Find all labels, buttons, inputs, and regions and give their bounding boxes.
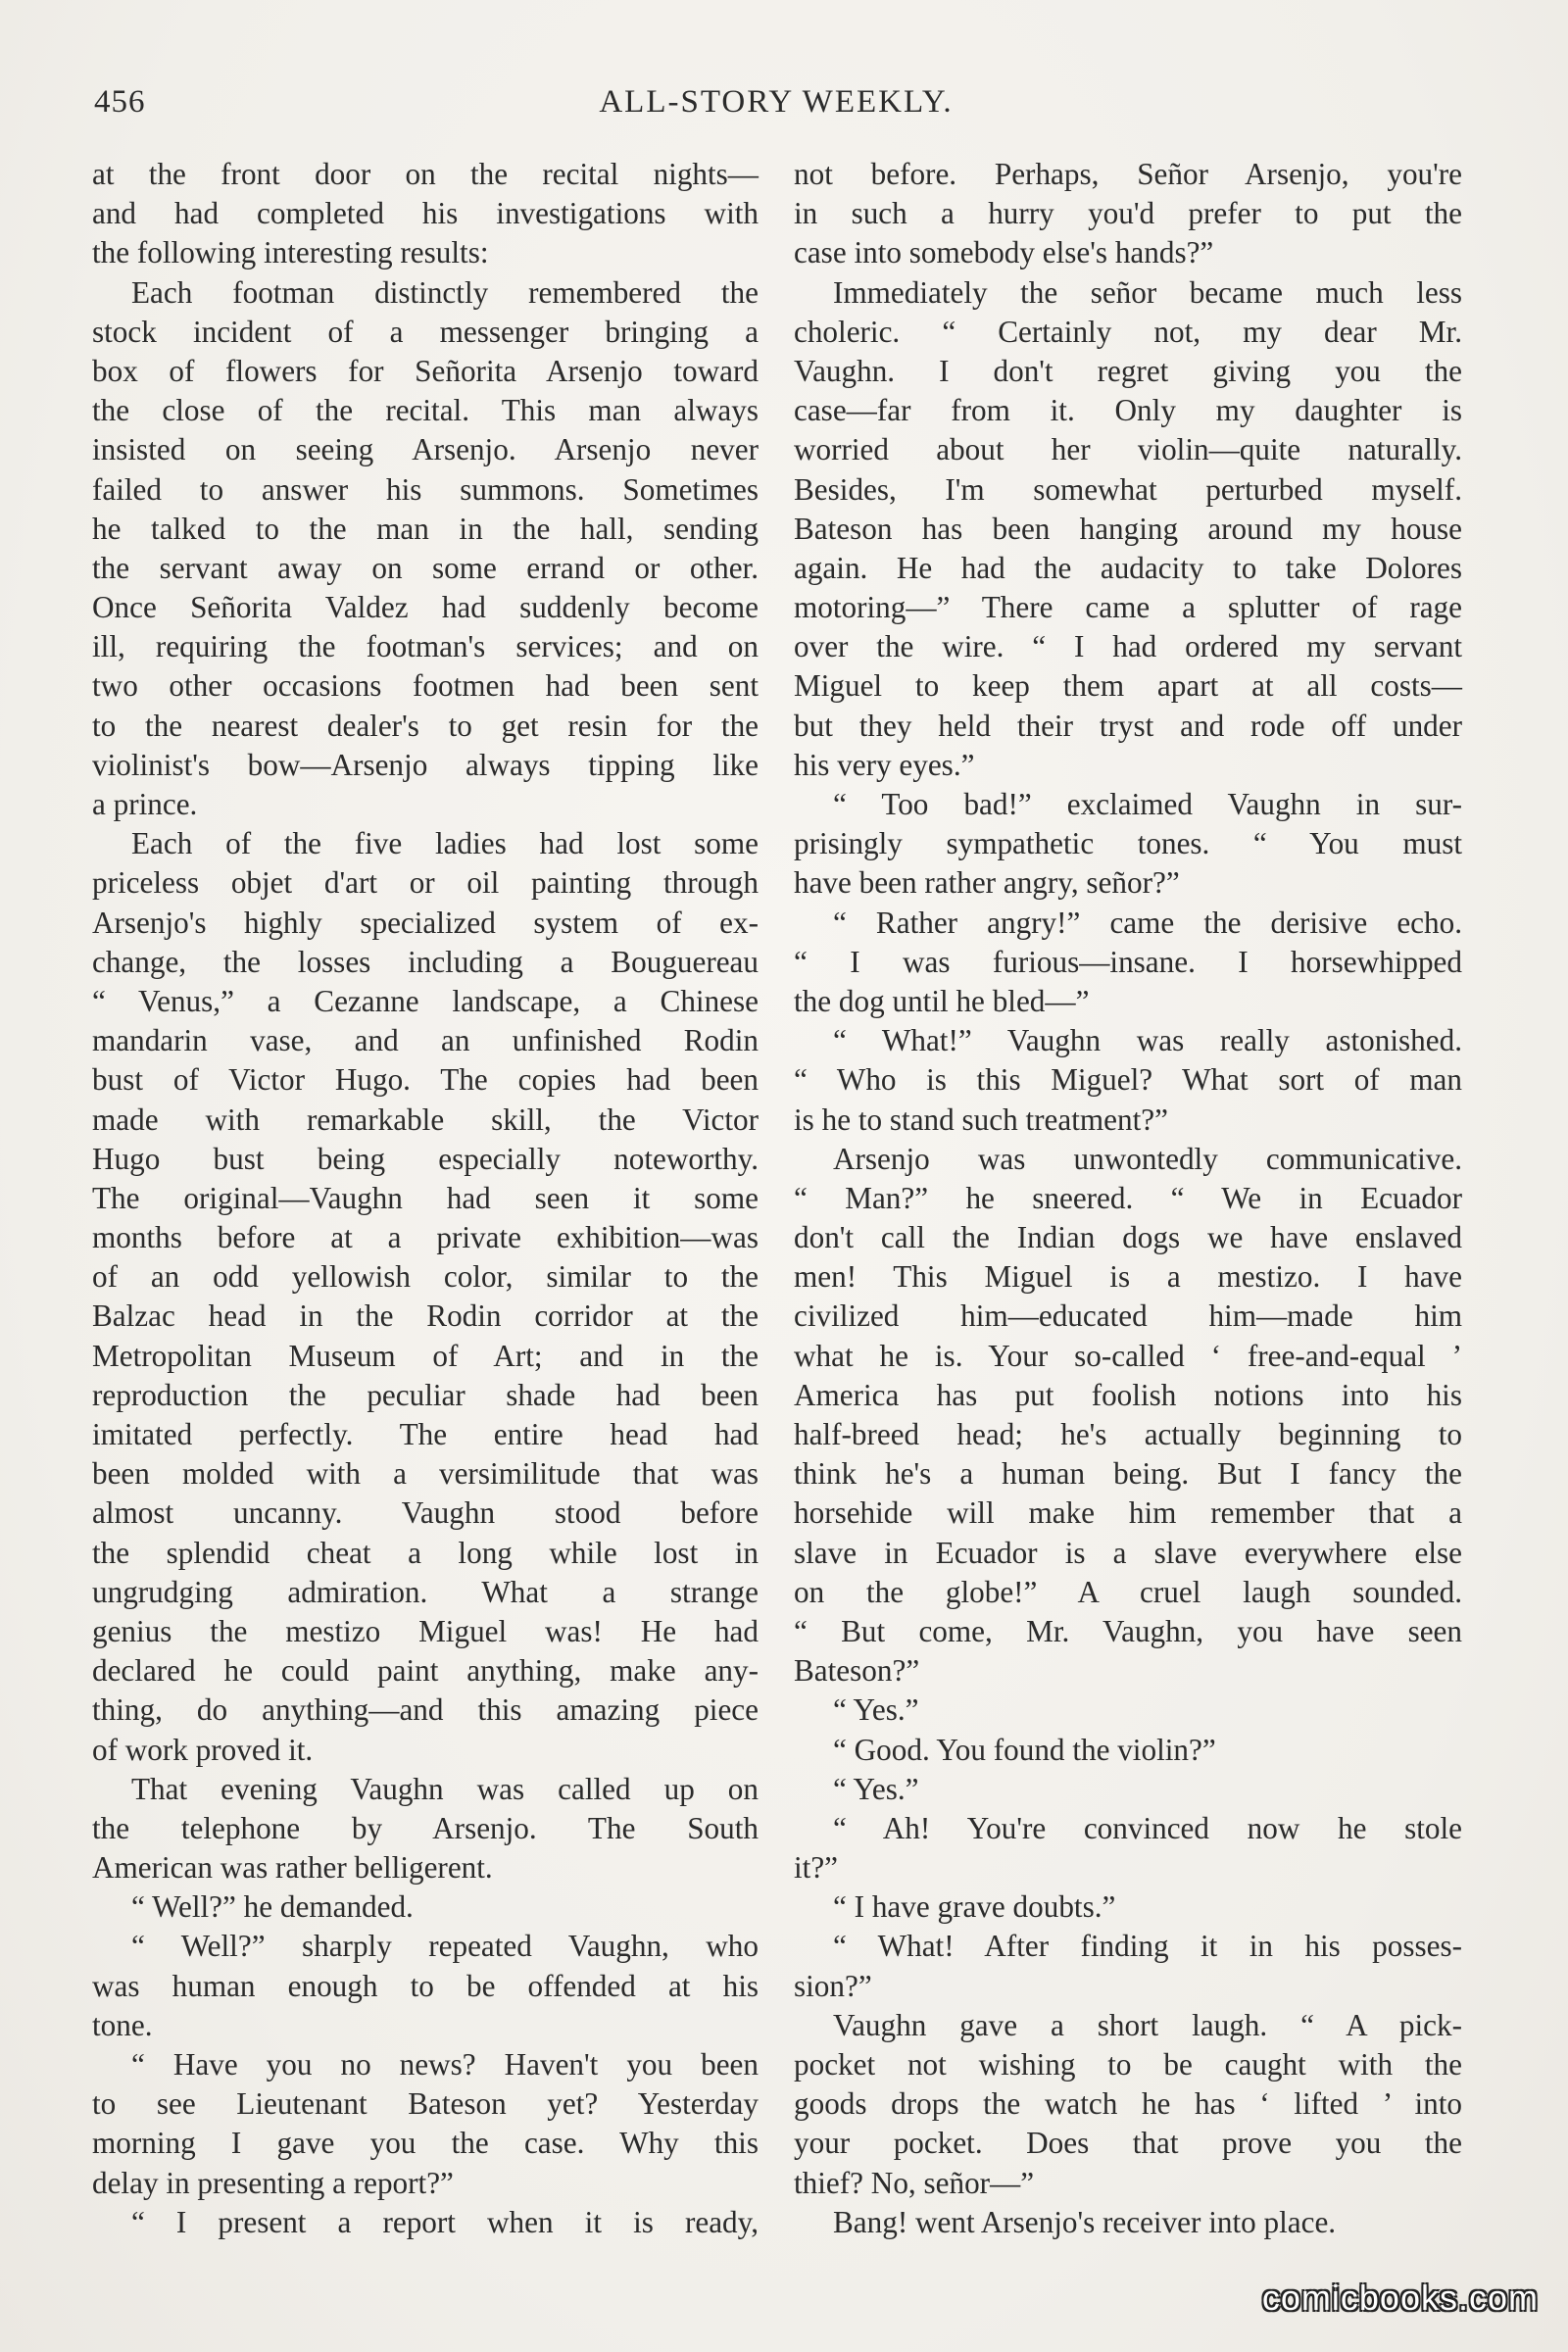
page-header bbox=[94, 84, 1458, 133]
text-line: it?” bbox=[794, 1850, 839, 1886]
text-line: “ Well?” he demanded. bbox=[131, 1889, 414, 1925]
text-line: America has put foolish notions into his bbox=[794, 1377, 1462, 1412]
text-line: the close of the recital. This man always bbox=[92, 393, 759, 428]
text-line: half-breed head; he's actually beginning to bbox=[794, 1417, 1462, 1451]
text-line: “ Have you no news? Haven't you been bbox=[131, 2047, 759, 2082]
text-line: the following interesting results: bbox=[92, 235, 489, 270]
text-line: almost uncanny. Vaughn stood before bbox=[92, 1495, 759, 1531]
text-line: box of flowers for Señorita Arsenjo toward bbox=[92, 353, 759, 388]
text-line: think he's a human being. But I fancy the bbox=[794, 1456, 1462, 1492]
text-line: “ I have grave doubts.” bbox=[833, 1889, 1116, 1925]
text-line: failed to answer his summons. Sometimes bbox=[92, 471, 759, 507]
text-line: “ What!” Vaughn was really astonished. bbox=[833, 1023, 1462, 1058]
text-line: tone. bbox=[92, 2007, 153, 2042]
text-line: prisingly sympathetic tones. “ You must bbox=[794, 826, 1462, 861]
text-line: priceless objet d'art or oil painting through bbox=[92, 865, 759, 901]
text-line: “ What! After finding it in his posses- bbox=[833, 1929, 1462, 1964]
text-line: months before at a private exhibition—was bbox=[92, 1220, 759, 1255]
left-column bbox=[92, 155, 759, 2242]
text-line: genius the mestizo Miguel was! He had bbox=[92, 1613, 759, 1648]
text-line: Arsenjo was unwontedly communicative. bbox=[833, 1141, 1462, 1176]
text-line: not before. Perhaps, Señor Arsenjo, you're bbox=[794, 157, 1462, 191]
right-column bbox=[794, 155, 1462, 2242]
text-line: delay in presenting a report?” bbox=[92, 2165, 454, 2200]
text-line: stock incident of a messenger bringing a bbox=[92, 314, 759, 349]
text-line: men! This Miguel is a mestizo. I have bbox=[794, 1259, 1462, 1295]
text-line: Metropolitan Museum of Art; and in the bbox=[92, 1338, 759, 1373]
text-line: American was rather belligerent. bbox=[92, 1850, 493, 1886]
text-line: goods drops the watch he has ‘ lifted ’ into bbox=[794, 2086, 1462, 2122]
text-line: “ Ah! You're convinced now he stole bbox=[833, 1810, 1462, 1845]
text-line: of work proved it. bbox=[92, 1732, 314, 1767]
text-line: the splendid cheat a long while lost in bbox=[92, 1535, 759, 1570]
text-line: bust of Victor Hugo. The copies had been bbox=[92, 1062, 759, 1098]
text-line: Vaughn. I don't regret giving you the bbox=[794, 353, 1462, 388]
text-line: Each footman distinctly remembered the bbox=[131, 274, 759, 310]
text-line: thing, do anything—and this amazing piece bbox=[92, 1692, 759, 1728]
text-line: “ Yes.” bbox=[833, 1692, 919, 1728]
text-line: Bateson?” bbox=[794, 1653, 920, 1689]
text-line: “ Well?” sharply repeated Vaughn, who bbox=[131, 1929, 759, 1964]
text-line: to see Lieutenant Bateson yet? Yesterday bbox=[92, 2086, 759, 2122]
text-line: imitated perfectly. The entire head had bbox=[92, 1417, 759, 1451]
text-line: “ Yes.” bbox=[833, 1771, 919, 1806]
text-line: of an odd yellowish color, similar to the bbox=[92, 1259, 759, 1295]
text-line: Miguel to keep them apart at all costs— bbox=[794, 668, 1462, 704]
text-line: “ But come, Mr. Vaughn, you have seen bbox=[794, 1613, 1462, 1648]
text-line: slave in Ecuador is a slave everywhere else bbox=[794, 1535, 1462, 1570]
text-line: declared he could paint anything, make any- bbox=[92, 1653, 759, 1689]
text-line: his very eyes.” bbox=[794, 747, 975, 782]
text-line: the servant away on some errand or other. bbox=[92, 550, 759, 585]
text-line: “ Venus,” a Cezanne landscape, a Chinese bbox=[92, 983, 759, 1018]
text-line: your pocket. Does that prove you the bbox=[794, 2126, 1462, 2161]
text-line: on the globe!” A cruel laugh sounded. bbox=[794, 1574, 1462, 1609]
text-line: Each of the five ladies had lost some bbox=[131, 826, 759, 861]
text-line: two other occasions footmen had been sent bbox=[92, 668, 759, 704]
text-line: the telephone by Arsenjo. The South bbox=[92, 1810, 759, 1845]
text-line: Bang! went Arsenjo's receiver into place. bbox=[833, 2204, 1337, 2239]
text-line: case into somebody else's hands?” bbox=[794, 235, 1214, 270]
text-line: “ Good. You found the violin?” bbox=[833, 1732, 1216, 1767]
text-line: motoring—” There came a splutter of rage bbox=[794, 590, 1462, 625]
text-line: ungrudging admiration. What a strange bbox=[92, 1574, 759, 1609]
text-line: was human enough to be offended at his bbox=[92, 1968, 759, 2003]
text-line: in such a hurry you'd prefer to put the bbox=[794, 196, 1462, 231]
text-line: pocket not wishing to be caught with the bbox=[794, 2047, 1462, 2082]
text-line: insisted on seeing Arsenjo. Arsenjo never bbox=[92, 432, 759, 467]
text-line: “ I present a report when it is ready, bbox=[131, 2204, 759, 2239]
text-line: choleric. “ Certainly not, my dear Mr. bbox=[794, 314, 1462, 349]
text-line: what he is. Your so-called ‘ free-and-equal ’ bbox=[794, 1338, 1462, 1373]
text-line: “ I was furious—insane. I horsewhipped bbox=[794, 944, 1462, 979]
text-line: morning I gave you the case. Why this bbox=[92, 2126, 759, 2161]
text-line: over the wire. “ I had ordered my servant bbox=[794, 629, 1462, 664]
text-line: sion?” bbox=[794, 1968, 872, 2003]
text-line: been molded with a versimilitude that was bbox=[92, 1456, 759, 1492]
text-line: thief? No, señor—” bbox=[794, 2165, 1035, 2200]
text-line: Bateson has been hanging around my house bbox=[794, 511, 1462, 546]
page-number: 456 bbox=[94, 84, 146, 120]
text-line: mandarin vase, and an unfinished Rodin bbox=[92, 1023, 759, 1058]
text-line: and had completed his investigations with bbox=[92, 196, 759, 231]
text-line: The original—Vaughn had seen it some bbox=[92, 1180, 759, 1215]
text-line: “ Who is this Miguel? What sort of man bbox=[794, 1062, 1462, 1098]
text-line: case—far from it. Only my daughter is bbox=[794, 393, 1462, 428]
text-line: again. He had the audacity to take Dolores bbox=[794, 550, 1462, 585]
running-title: ALL-STORY WEEKLY. bbox=[599, 84, 954, 120]
text-line: Arsenjo's highly specialized system of ex- bbox=[92, 905, 759, 940]
text-line: civilized him—educated him—made him bbox=[794, 1298, 1462, 1334]
text-line: horsehide will make him remember that a bbox=[794, 1495, 1462, 1531]
text-line: made with remarkable skill, the Victor bbox=[92, 1102, 759, 1137]
text-line: “ Man?” he sneered. “ We in Ecuador bbox=[794, 1180, 1462, 1215]
text-line: Vaughn gave a short laugh. “ A pick- bbox=[833, 2007, 1462, 2042]
text-line: change, the losses including a Bouguereau bbox=[92, 944, 759, 979]
text-line: ill, requiring the footman's services; and on bbox=[92, 629, 759, 664]
text-line: Immediately the señor became much less bbox=[833, 274, 1462, 310]
text-line: but they held their tryst and rode off under bbox=[794, 708, 1462, 743]
text-line: worried about her violin—quite naturally. bbox=[794, 432, 1462, 467]
text-line: don't call the Indian dogs we have enslaved bbox=[794, 1220, 1462, 1255]
text-line: have been rather angry, señor?” bbox=[794, 865, 1180, 901]
text-line: That evening Vaughn was called up on bbox=[131, 1771, 759, 1806]
text-line: he talked to the man in the hall, sending bbox=[92, 511, 759, 546]
watermark: comicbooks.com bbox=[1261, 2278, 1539, 2318]
text-line: a prince. bbox=[92, 787, 198, 821]
text-line: Once Señorita Valdez had suddenly become bbox=[92, 590, 759, 625]
text-line: “ Too bad!” exclaimed Vaughn in sur- bbox=[833, 787, 1462, 821]
text-line: Hugo bust being especially noteworthy. bbox=[92, 1141, 759, 1176]
text-line: Besides, I'm somewhat perturbed myself. bbox=[794, 471, 1462, 507]
text-line: is he to stand such treatment?” bbox=[794, 1102, 1168, 1137]
text-line: the dog until he bled—” bbox=[794, 983, 1090, 1018]
text-line: Balzac head in the Rodin corridor at the bbox=[92, 1298, 759, 1334]
text-line: at the front door on the recital nights— bbox=[92, 157, 759, 191]
text-line: to the nearest dealer's to get resin for the bbox=[92, 708, 759, 743]
text-line: violinist's bow—Arsenjo always tipping like bbox=[92, 747, 759, 782]
text-line: reproduction the peculiar shade had been bbox=[92, 1377, 759, 1412]
text-line: “ Rather angry!” came the derisive echo. bbox=[833, 905, 1462, 940]
